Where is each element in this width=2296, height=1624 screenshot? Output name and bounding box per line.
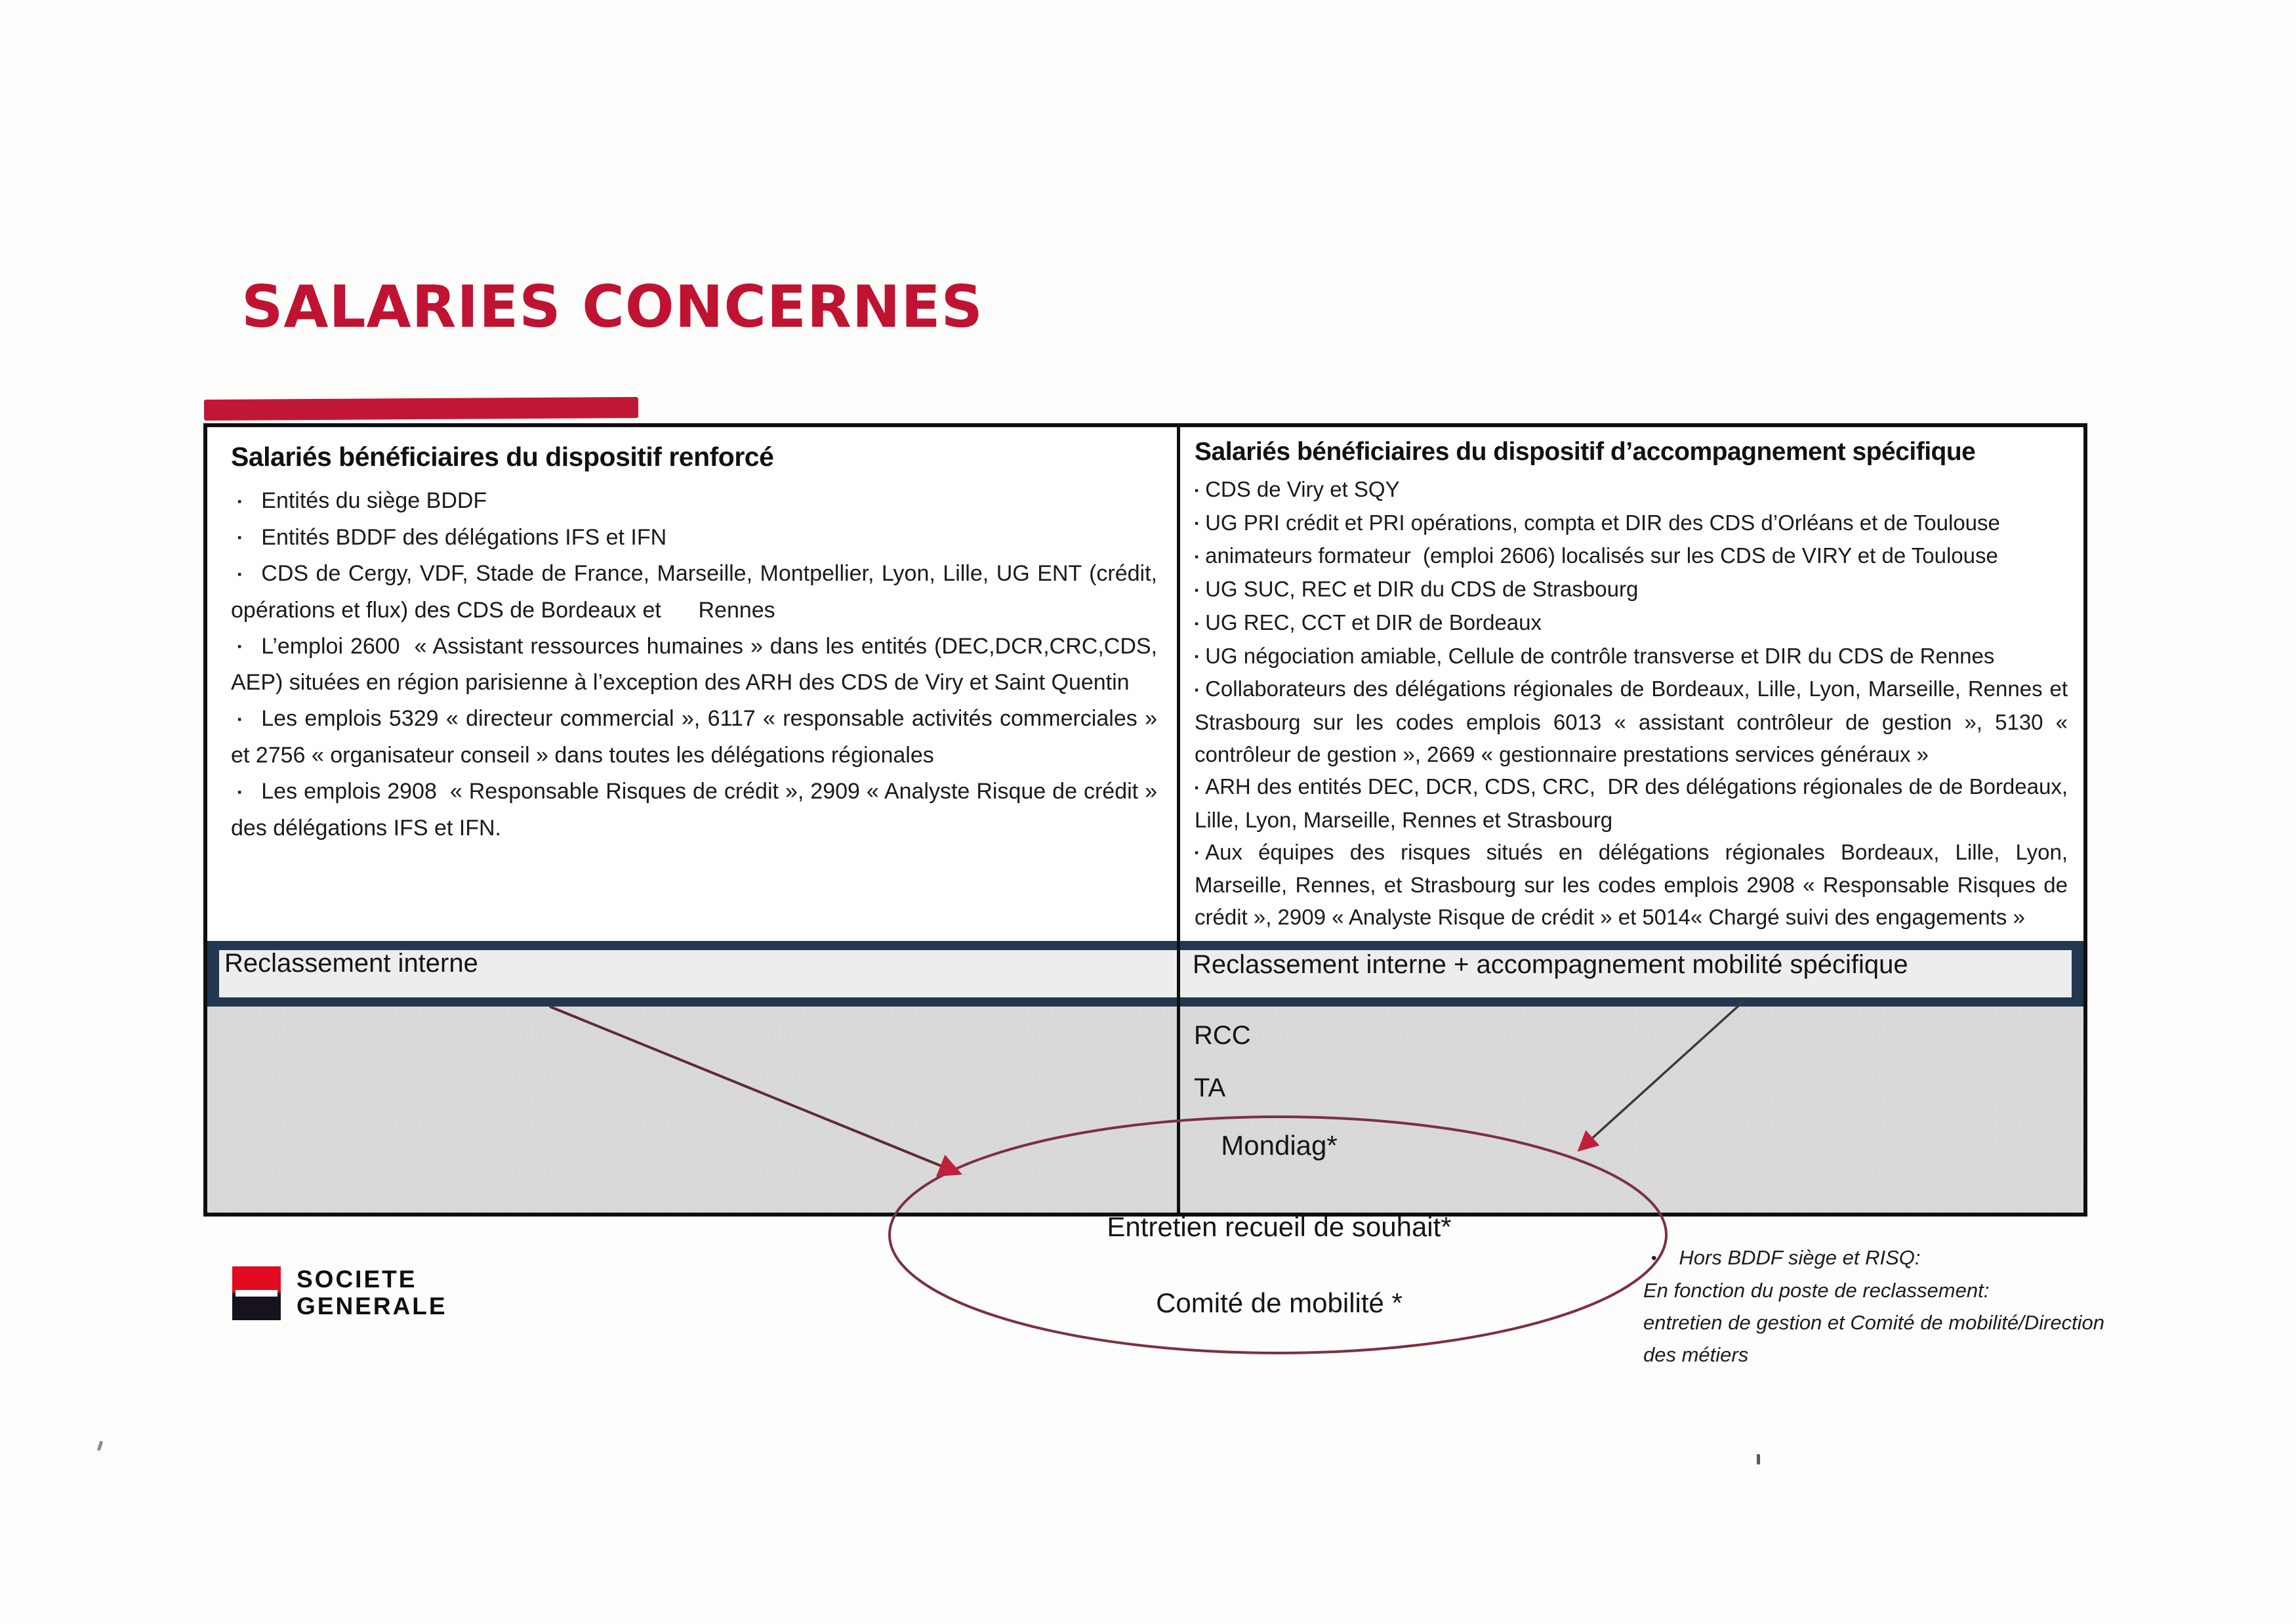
- list-item-text: Aux équipes des risques situés en délégations régionales Bordeaux, Lille, Lyon, Marseille, Rennes, et Strasbourg sur les codes emplois 2908 « Responsable Risques de crédit », 2909 « Analyste Risque de crédit » et 5014« Chargé suivi des engagements »: [1195, 839, 2068, 930]
- list-item-text: UG négociation amiable, Cellule de contrôle transverse et DIR du CDS de Rennes: [1205, 643, 1995, 668]
- scan-speck: [1757, 1454, 1760, 1465]
- dot-bullet-icon: •: [1651, 1249, 1657, 1267]
- societe-generale-wordmark: [297, 1266, 447, 1320]
- column-divider-line: [1177, 427, 1180, 1213]
- square-bullet-icon: ▪: [237, 640, 242, 654]
- square-bullet-icon: ▪: [237, 712, 242, 726]
- band-label-left: Reclassement interne: [224, 949, 478, 978]
- list-item: [231, 774, 1157, 846]
- list-item-text: Les emplois 2908 « Responsable Risques de crédit », 2909 « Analyste Risque de crédit » des délégations IFS et IFN.: [231, 778, 1157, 841]
- footnote-text: Hors BDDF siège et RISQ:: [1679, 1246, 1921, 1269]
- left-column-header: Salariés bénéficiaires du dispositif renforcé: [231, 442, 774, 472]
- square-bullet-icon: ▪: [1195, 616, 1199, 630]
- ellipse-line-comite: Comité de mobilité *: [1156, 1287, 1403, 1318]
- societe-generale-logo-icon: [232, 1266, 281, 1320]
- square-bullet-icon: ▪: [237, 531, 242, 545]
- footnote-line: entretien de gestion et Comité de mobilité/Direction: [1643, 1311, 2105, 1334]
- list-item: [1195, 606, 2068, 640]
- footnote: [1643, 1241, 2266, 1371]
- list-item: [1195, 836, 2068, 934]
- list-item: [1195, 673, 2068, 770]
- square-bullet-icon: ▪: [237, 494, 242, 508]
- logo-black-half: [232, 1293, 281, 1320]
- list-item-text: CDS de Cergy, VDF, Stade de France, Marseille, Montpellier, Lyon, Lille, UG ENT (crédit, opérations et flux) des CDS de Bordeaux et Rennes: [231, 561, 1157, 623]
- footnote-line: [1643, 1241, 2266, 1274]
- logo-word-2: GENERALE: [297, 1293, 447, 1320]
- logo-red-half: [232, 1266, 281, 1293]
- list-item: [1195, 539, 2068, 573]
- footnote-line: des métiers: [1643, 1343, 1749, 1366]
- list-item-text: UG SUC, REC et DIR du CDS de Strasbourg: [1205, 577, 1639, 602]
- list-item-text: animateurs formateur (emploi 2606) localisés sur les CDS de VIRY et de Toulouse: [1205, 543, 1998, 568]
- list-item-text: Entités BDDF des délégations IFS et IFN: [261, 524, 667, 550]
- list-item-text: UG REC, CCT et DIR de Bordeaux: [1205, 610, 1542, 635]
- list-item: [1195, 770, 2068, 836]
- square-bullet-icon: ▪: [237, 785, 242, 799]
- right-column-header: Salariés bénéficiaires du dispositif d’accompagnement spécifique: [1195, 438, 1976, 466]
- list-item: [231, 520, 1157, 556]
- list-item: [231, 629, 1157, 701]
- column-accompagnement-specifique: [1180, 427, 2083, 933]
- list-item-text: Collaborateurs des délégations régionales de Bordeaux, Lille, Lyon, Marseille, Rennes et Strasbourg sur les codes emplois 6013 « assistant contrôleur de gestion », 5130 « contrôleur de gestion », 2669 « gestionnaire prestations services généraux »: [1195, 677, 2068, 767]
- list-item: [231, 701, 1157, 774]
- scan-speck: [97, 1441, 103, 1451]
- list-item-text: L’emploi 2600 « Assistant ressources humaines » dans les entités (DEC,DCR,CRC,CDS, AEP) situées en région parisienne à l’exception des ARH des CDS de Viry et Saint Quentin: [231, 633, 1157, 696]
- salaries-table: [203, 423, 2087, 1217]
- list-item: [1195, 507, 2068, 540]
- square-bullet-icon: ▪: [1195, 683, 1199, 697]
- rcc-label: RCC: [1194, 1021, 1251, 1050]
- list-item-text: ARH des entités DEC, DCR, CDS, CRC, DR des délégations régionales de de Bordeaux, Lille, Lyon, Marseille, Rennes et Strasbourg: [1195, 774, 2068, 832]
- page-title: SALARIES CONCERNES: [241, 273, 983, 341]
- square-bullet-icon: ▪: [1195, 846, 1199, 860]
- square-bullet-icon: ▪: [1195, 780, 1199, 794]
- list-item: [231, 483, 1157, 520]
- square-bullet-icon: ▪: [1195, 583, 1199, 596]
- list-item: [1195, 473, 2068, 507]
- band-label-right: Reclassement interne + accompagnement mobilité spécifique: [1193, 950, 1908, 979]
- list-item-text: Entités du siège BDDF: [261, 488, 487, 513]
- list-item: [231, 556, 1157, 629]
- ellipse-line-mondiag: Mondiag*: [1221, 1130, 1338, 1161]
- square-bullet-icon: ▪: [1195, 550, 1199, 564]
- list-item: [1195, 573, 2068, 606]
- square-bullet-icon: ▪: [1195, 516, 1199, 530]
- ta-label: TA: [1194, 1073, 1226, 1102]
- list-item-text: CDS de Viry et SQY: [1205, 477, 1400, 501]
- square-bullet-icon: ▪: [237, 567, 242, 581]
- list-item: [1195, 640, 2068, 673]
- logo-word-1: SOCIETE: [297, 1266, 417, 1293]
- list-item-text: UG PRI crédit et PRI opérations, compta et DIR des CDS d’Orléans et de Toulouse: [1205, 510, 2000, 535]
- footnote-line: En fonction du poste de reclassement:: [1643, 1279, 1990, 1302]
- list-item-text: Les emplois 5329 « directeur commercial », 6117 « responsable activités commerciales » et 2756 « organisateur conseil » dans toutes les délégations régionales: [231, 706, 1157, 768]
- column-dispositif-renforce: [207, 427, 1177, 846]
- logo-white-bar: [236, 1290, 277, 1297]
- title-underline-bar: [204, 397, 638, 421]
- square-bullet-icon: ▪: [1195, 483, 1199, 497]
- square-bullet-icon: ▪: [1195, 650, 1199, 663]
- ellipse-line-entretien: Entretien recueil de souhait*: [1107, 1211, 1452, 1242]
